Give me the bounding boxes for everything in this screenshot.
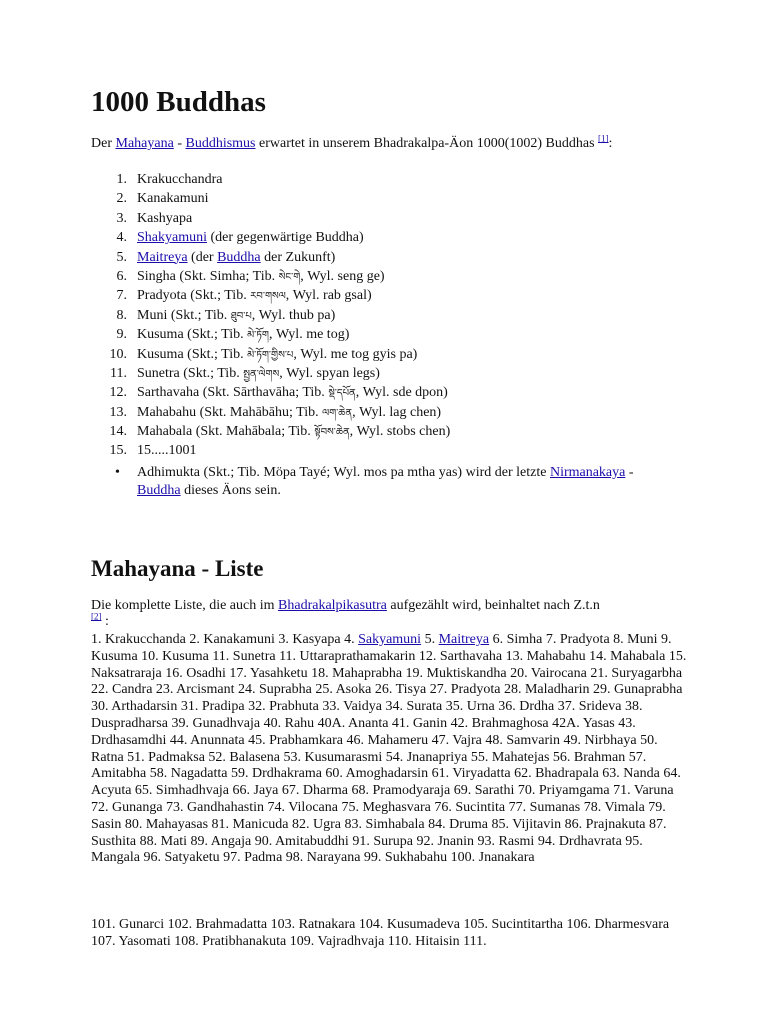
link-buddhismus[interactable]: Buddhismus (185, 136, 256, 151)
bullet-list (91, 464, 647, 500)
list-item: 6. Singha (Skt. Simha; Tib. སེང་གེ, Wyl. seng ge) (116, 268, 385, 284)
bullet-item: • Adhimukta (Skt.; Tib. Möpa Tayé; Wyl. mos pa mtha yas) wird der letzte Nirmanakaya - Buddha dieses Äons sein. (115, 465, 634, 498)
intro-text-2: erwartet in unserem Bhadrakalpa-Äon 1000(1002) Buddhas (255, 136, 599, 151)
bullet-dot-icon: • (115, 465, 120, 480)
link-sakyamuni[interactable]: Sakyamuni (358, 632, 422, 647)
intro-sep: - (173, 136, 186, 151)
list-item: 12. Sarthavaha (Skt. Sārthavāha; Tib. སྡེ་དཔོན, Wyl. sde dpon) (109, 385, 448, 401)
list-item: 13. Mahabahu (Skt. Mahābāhu; Tib. ལག་ཆེན, Wyl. lag chen) (109, 404, 442, 420)
tibetan-script: སྤྱན་ལེགས (243, 368, 280, 380)
intro-end: : (608, 136, 613, 151)
buddha-list-paragraph-1: 1. Krakucchanda 2. Kanakamuni 3. Kasyapa 4. Sakyamuni 5. Maitreya 6. Simha 7. Pradyota 8. Muni 9. Kusuma 10. Kusuma 11. Sunetra 11. Uttaraprathamakarin 12. Sarthavaha 13. Mahabahu 14. Mahabala 15. Naksatraraja 16. Osadhi 17. Yasahketu 18. Mahaprabha 19. Muktiskandha 20. Vairocana 21. Suryagarbha 22. Candra 23. Arcismant 24. Suprabha 25. Asoka 26. Tisya 27. Pradyota 28. Maladharin 29. Gunaprabha 30. Arthadarsin 31. Pradipa 32. Prabhuta 33. Vaidya 34. Surata 35. Urna 36. Drdha 37. Srideva 38. Duspradharsa 39. Gunadhvaja 40. Rahu 40A. Ananta 41. Ganin 42. Brahmaghosa 42A. Yasas 43. Drdhasamdhi 44. Anunnata 45. Prabhamkara 46. Mahameru 47. Vajra 48. Samvarin 49. Nirbhaya 50. Ratna 51. Padmaksa 52. Balasena 53. Kusumarasmi 54. Jnanapriya 55. Mahatejas 56. Brahman 57. Amitabha 58. Nagadatta 59. Drdhakrama 60. Amoghadarsin 61. Viryadatta 62. Bhadrapala 63. Nanda 64. Acyuta 65. Simhadhvaja 66. Jaya 67. Dharma 68. Pramodyaraja 69. Sarathi 70. Priyamgama 71. Varuna 72. Gunanga 73. Gandhahastin 74. Vilocana 75. Meghasvara 76. Sucintita 77. Sumanas 78. Vimala 79. Sasin 80. Mahayasas 81. Manicuda 82. Ugra 83. Simhabala 84. Druma 85. Vijitavin 86. Prajnakuta 87. Susthita 88. Mati 89. Angaja 90. Amitabuddhi 91. Surupa 92. Jnanin 93. Rasmi 94. Drdhavrata 95. Mangala 96. Satyaketu 97. Padma 98. Narayana 99. Sukhabahu 100. Jnanakara (91, 632, 687, 866)
list-item: 2. Kanakamuni (116, 191, 209, 207)
link-nirmanakaya[interactable]: Nirmanakaya (549, 465, 626, 480)
list-item: 11. Sunetra (Skt.; Tib. སྤྱན་ལེགས, Wyl. spyan legs) (110, 365, 380, 381)
intro-paragraph (91, 133, 691, 153)
link-shakyamuni[interactable]: Shakyamuni (137, 230, 207, 246)
section-intro: Die komplette Liste, die auch im Bhadrakalpikasutra aufgezählt wird, beinhaltet nach Z.t.n [2] : (91, 598, 600, 629)
tibetan-script: མེ་ཏོག (247, 330, 269, 342)
list-item: 9. Kusuma (Skt.; Tib. མེ་ཏོག, Wyl. me tog) (116, 327, 350, 343)
list-item: 5. Maitreya (der Buddha der Zukunft) (116, 249, 336, 265)
tibetan-script: ལག་ཆེན (322, 407, 353, 419)
intro-text: Der (91, 136, 116, 151)
list-item: 4. Shakyamuni (der gegenwärtige Buddha) (116, 230, 364, 246)
tibetan-script: སྟོབས་ཆེན (314, 427, 350, 439)
tibetan-script: མེ་ཏོག་གྱིས་པ (247, 349, 294, 361)
list-item: 7. Pradyota (Skt.; Tib. རབ་གསལ, Wyl. rab gsal) (116, 288, 372, 304)
list-item: 10. Kusuma (Skt.; Tib. མེ་ཏོག་གྱིས་པ, Wyl. me tog gyis pa) (109, 346, 418, 362)
buddha-list-paragraph-2: 101. Gunarci 102. Brahmadatta 103. Ratnakara 104. Kusumadeva 105. Sucintitartha 106. Dharmesvara 107. Yasomati 108. Pratibhanakuta 109. Vajradhvaja 110. Hitaisin 111. (91, 917, 670, 949)
link-maitreya-2[interactable]: Maitreya (438, 632, 490, 647)
link-bhadrakalpikasutra[interactable]: Bhadrakalpikasutra (278, 598, 387, 613)
footnote-ref-2[interactable]: [2] (91, 611, 102, 622)
list-item: 8. Muni (Skt.; Tib. ཐུབ་པ, Wyl. thub pa) (116, 307, 336, 323)
buddha-list (91, 171, 450, 462)
link-mahayana[interactable]: Mahayana (115, 136, 174, 151)
link-buddha-2[interactable]: Buddha (137, 483, 181, 498)
tibetan-script: སེང་གེ (278, 271, 301, 283)
list-item: 3. Kashyapa (116, 210, 193, 226)
list-item: 14. Mahabala (Skt. Mahābala; Tib. སྟོབས་ཆེན, Wyl. stobs chen) (109, 424, 451, 440)
link-buddha[interactable]: Buddha (217, 249, 261, 265)
tibetan-script: ཐུབ་པ (230, 310, 252, 322)
tibetan-script: སྡེ་དཔོན (328, 388, 356, 400)
list-item: 15. 15.....1001 (109, 443, 197, 459)
tibetan-script: རབ་གསལ (250, 291, 286, 303)
section-heading: Mahayana - Liste (91, 556, 264, 581)
list-item: 1. Krakucchandra (116, 172, 223, 187)
link-maitreya[interactable]: Maitreya (137, 249, 188, 265)
page-title: 1000 Buddhas (91, 86, 266, 118)
footnote-ref-1[interactable]: [1] (598, 133, 609, 144)
